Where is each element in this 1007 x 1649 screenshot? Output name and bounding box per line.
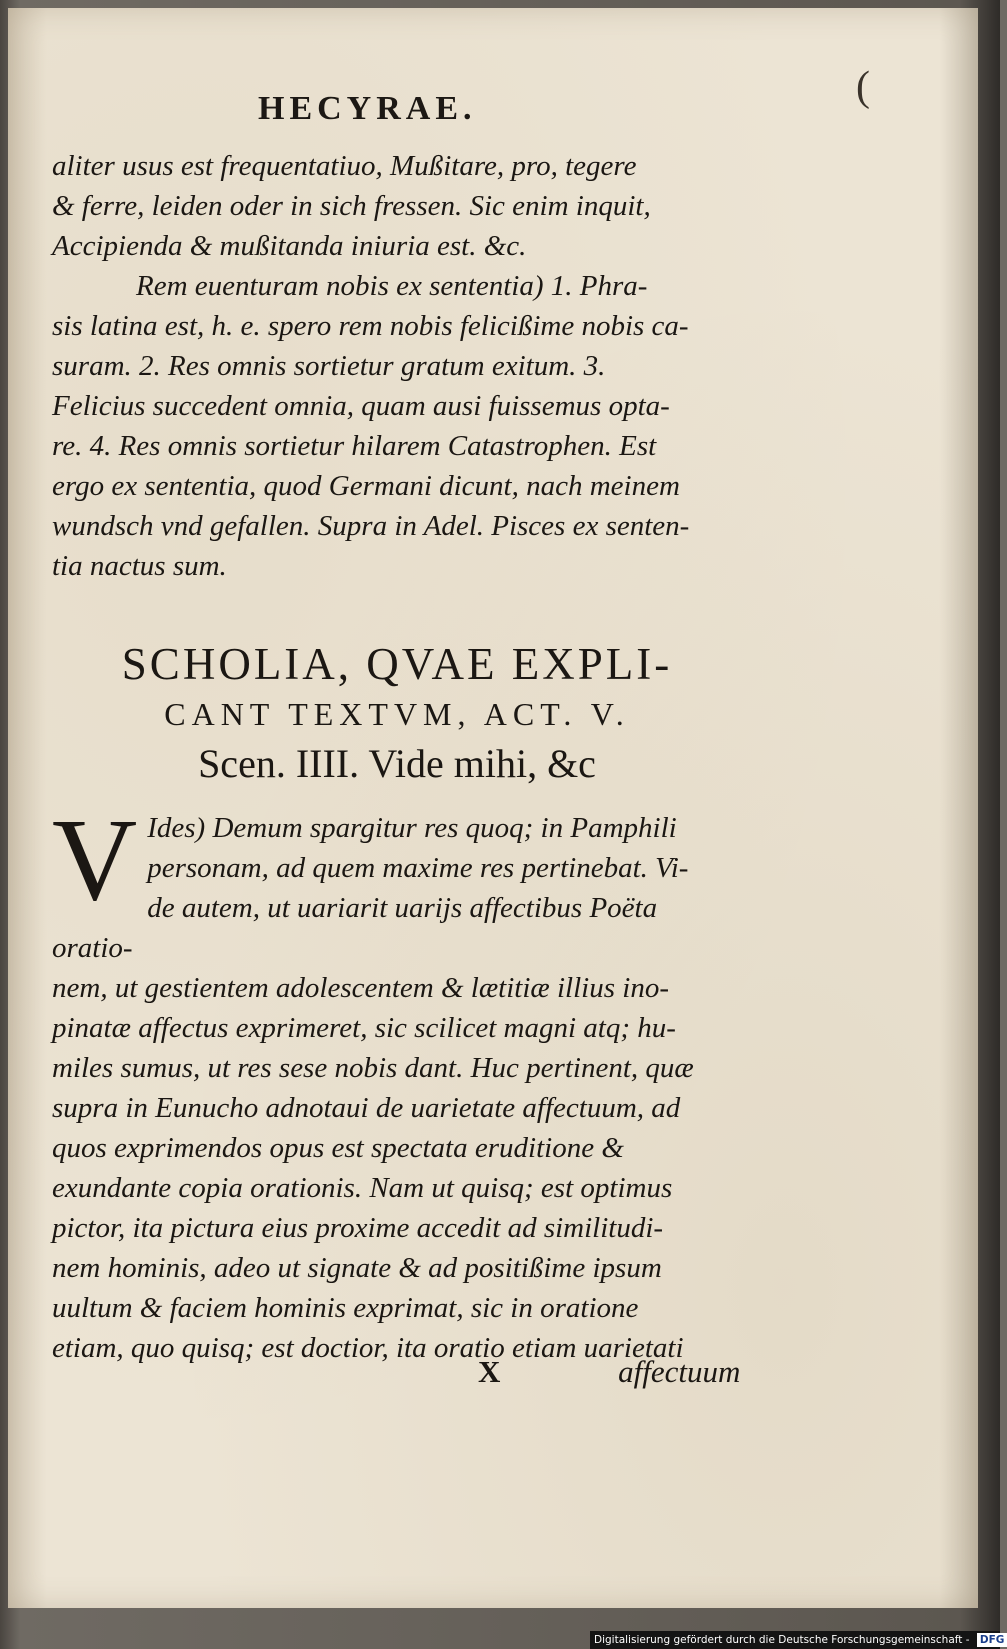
text-block-top [52, 146, 742, 586]
text-line: nem, ut gestientem adolescentem & lætitiæ illius ino- [52, 972, 669, 1004]
text-line: ergo ex sententia, quod Germani dicunt, nach meinem [52, 470, 680, 502]
margin-mark: ( [856, 64, 870, 110]
section-heading [52, 636, 742, 792]
text-line: suram. 2. Res omnis sortietur gratum exitum. 3. [52, 350, 606, 382]
text-line: & ferre, leiden oder in sich fressen. Sic enim inquit, [52, 190, 651, 222]
text-line: wundsch vnd gefallen. Supra in Adel. Pisces ex senten- [52, 510, 690, 542]
text-line: re. 4. Res omnis sortietur hilarem Catastrophen. Est [52, 430, 657, 462]
text-line: quos exprimendos opus est spectata eruditione & [52, 1132, 624, 1164]
paragraph-1 [52, 146, 742, 266]
text-line: aliter usus est frequentatiuo, Mußitare, pro, tegere [52, 150, 637, 182]
text-line: tia nactus sum. [52, 550, 227, 582]
heading-line: SCHOLIA, QVAE EXPLI- [121, 639, 673, 689]
funding-footer [590, 1631, 1005, 1649]
drop-cap: V [52, 794, 138, 925]
text-line: Rem euenturam nobis ex sententia) 1. Phra- [136, 270, 648, 302]
signature-catchword-line [478, 1354, 740, 1390]
text-line: exundante copia orationis. Nam ut quisq; est optimus [52, 1172, 673, 1204]
text-line: personam, ad quem maxime res pertinebat. Vi- [147, 852, 689, 884]
running-head: HECYRAE. [258, 90, 477, 127]
book-page [8, 8, 978, 1608]
text-line: de autem, ut uariarit uarijs affectibus Poëta oratio- [52, 892, 658, 964]
text-line: supra in Eunucho adnotaui de uarietate affectuum, ad [52, 1092, 681, 1124]
dfg-logo: DFG [977, 1633, 1007, 1647]
text-line: miles sumus, ut res sese nobis dant. Huc pertinent, quæ [52, 1052, 694, 1084]
text-line: Accipienda & mußitanda iniuria est. &c. [52, 230, 527, 262]
text-line: sis latina est, h. e. spero rem nobis felicißime nobis ca- [52, 310, 689, 342]
footer-text: Digitalisierung gefördert durch die Deutsche Forschungsgemeinschaft - [594, 1634, 970, 1646]
text-line: pictor, ita pictura eius proxime accedit ad similitudi- [52, 1212, 664, 1244]
text-line: etiam, quo quisq; est doctior, ita oratio etiam uarietati [52, 1332, 684, 1364]
paragraph-2 [52, 266, 742, 586]
text-line: pinatæ affectus exprimeret, sic scilicet magni atq; hu- [52, 1012, 676, 1044]
heading-line: Scen. IIII. Vide mihi, &c [198, 741, 596, 786]
signature-mark: X [478, 1354, 501, 1389]
paragraph-3 [52, 794, 742, 1368]
text-line: uultum & faciem hominis exprimat, sic in oratione [52, 1292, 639, 1324]
text-line: nem hominis, adeo ut signate & ad positißime ipsum [52, 1252, 662, 1284]
text-block-scholia [52, 794, 742, 1368]
catchword: affectuum [618, 1354, 741, 1389]
heading-line: CANT TEXTVM, ACT. V. [164, 696, 630, 732]
text-line: Ides) Demum spargitur res quoq; in Pamphili [147, 812, 677, 844]
text-line: Felicius succedent omnia, quam ausi fuissemus opta- [52, 390, 670, 422]
